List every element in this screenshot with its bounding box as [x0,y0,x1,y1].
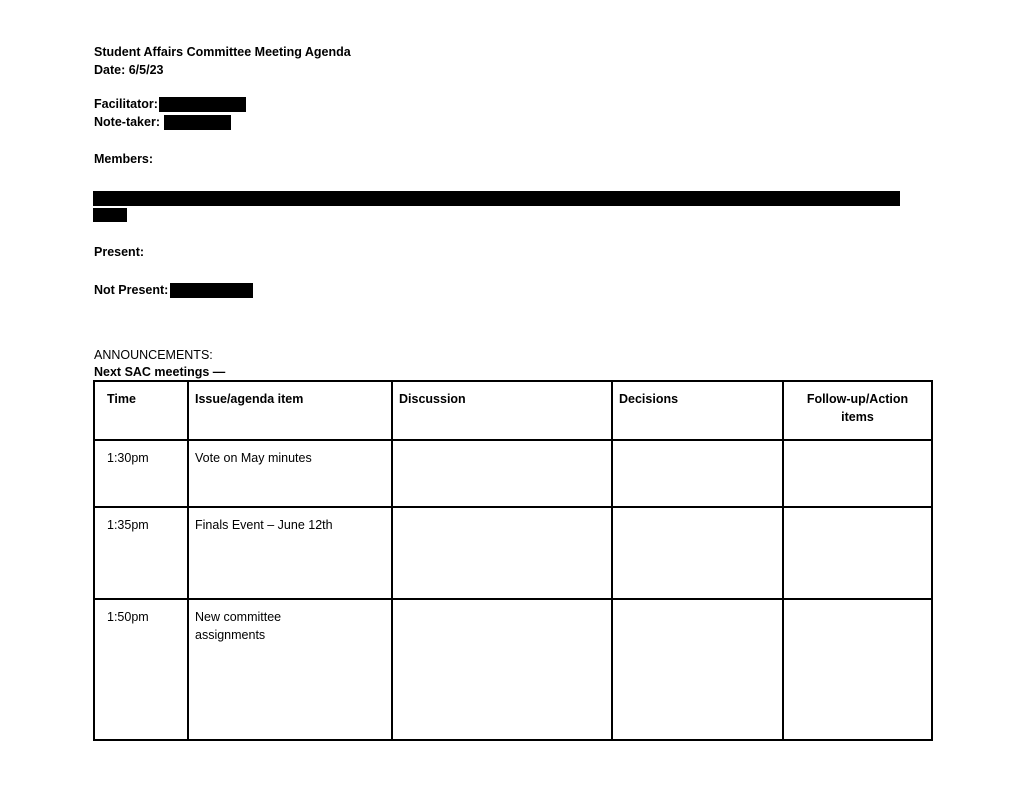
row-discussion [392,599,612,740]
row-time: 1:35pm [94,507,188,599]
redaction-not-present [170,283,253,298]
agenda-table [93,380,933,741]
row-followup [783,440,932,507]
header-issue: Issue/agenda item [188,381,392,440]
header-discussion: Discussion [392,381,612,440]
row-item: New committee assignments [188,599,392,740]
meeting-date: Date: 6/5/23 [94,63,164,77]
table-row [94,507,932,599]
row-decisions [612,599,783,740]
document-title: Student Affairs Committee Meeting Agenda [94,45,351,59]
header-followup-label: Follow-up/Action items [806,392,909,424]
row-followup [783,599,932,740]
row-followup [783,507,932,599]
redaction-members-line-2 [93,208,127,222]
header-time: Time [94,381,188,440]
header-followup [783,381,932,440]
notetaker-label: Note-taker: [94,115,160,129]
row-decisions [612,507,783,599]
table-header-row [94,381,932,440]
redaction-members-line-1 [93,191,900,206]
present-label: Present: [94,245,145,259]
row-discussion [392,440,612,507]
next-meetings-line: Next SAC meetings — [94,365,226,379]
row-item: Vote on May minutes [188,440,392,507]
redaction-notetaker [164,115,231,130]
table-row [94,440,932,507]
not-present-label: Not Present: [94,283,169,297]
row-discussion [392,507,612,599]
row-time: 1:30pm [94,440,188,507]
members-label: Members: [94,152,154,166]
announcements-heading: ANNOUNCEMENTS: [94,348,213,362]
table-row [94,599,932,740]
header-decisions: Decisions [612,381,783,440]
facilitator-label: Facilitator: [94,97,158,111]
redaction-facilitator [159,97,246,112]
row-decisions [612,440,783,507]
row-time: 1:50pm [94,599,188,740]
row-item: Finals Event – June 12th [188,507,392,599]
